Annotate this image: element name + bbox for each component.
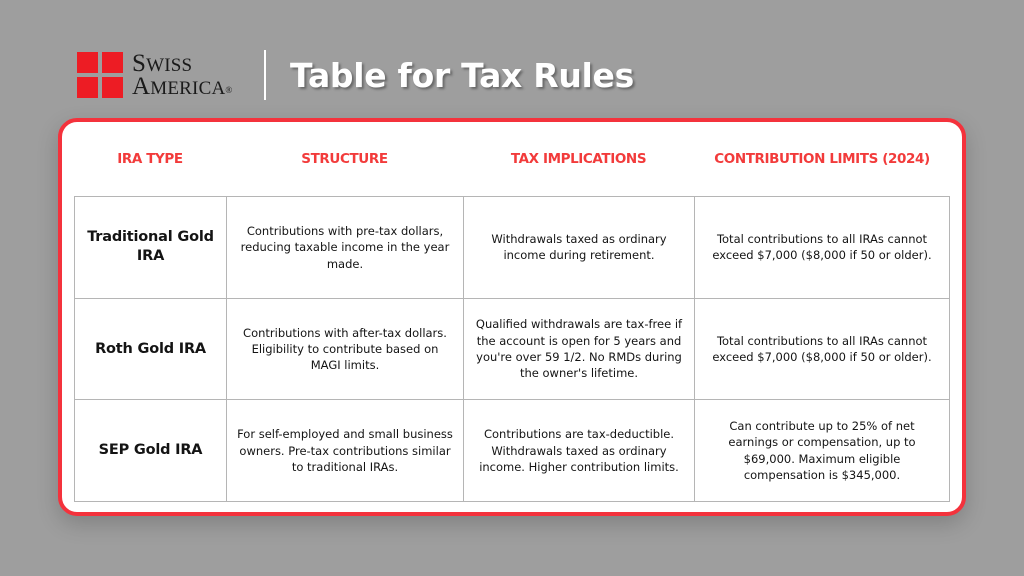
cell-ira-type: Traditional Gold IRA — [75, 197, 227, 298]
column-header-structure: STRUCTURE — [301, 151, 388, 167]
tax-rules-card — [58, 118, 966, 516]
column-header-tax-implications: TAX IMPLICATIONS — [510, 151, 647, 167]
cell-structure: For self-employed and small business owners. Pre-tax contributions similar to traditional IRAs. — [227, 400, 464, 501]
cell-ira-type: Roth Gold IRA — [75, 299, 227, 400]
header-divider — [264, 50, 266, 100]
column-header-contribution-limits: CONTRIBUTION LIMITS (2024) — [714, 151, 930, 167]
cell-contribution-limits: Can contribute up to 25% of net earnings or compensation, up to $69,000. Maximum eligible compensation is $345,000. — [728, 419, 916, 482]
brand-swiss-cap: S — [132, 50, 147, 77]
table-row — [75, 197, 949, 299]
cell-contribution-limits: Total contributions to all IRAs cannot exceed $7,000 ($8,000 if 50 or older). — [712, 232, 932, 263]
cell-contribution-limits: Total contributions to all IRAs cannot exceed $7,000 ($8,000 if 50 or older). — [712, 333, 932, 364]
cell-structure: Contributions with after-tax dollars. Eligibility to contribute based on MAGI limits. — [227, 299, 464, 400]
logo-square-top-left — [77, 52, 98, 73]
cell-tax-implications: Withdrawals taxed as ordinary income during retirement. — [464, 197, 695, 298]
table-row — [75, 400, 949, 501]
table-row — [75, 299, 949, 401]
registered-mark-icon: ® — [225, 85, 233, 95]
logo-square-top-right — [102, 52, 123, 73]
table-body — [74, 196, 950, 502]
brand-america-rest: MERICA — [150, 78, 226, 99]
cell-ira-type: SEP Gold IRA — [75, 400, 227, 501]
tax-rules-table — [62, 122, 962, 512]
swiss-america-logo-icon — [77, 52, 123, 98]
page-header — [0, 0, 1024, 118]
cell-tax-implications: Contributions are tax-deductible. Withdrawals taxed as ordinary income. Higher contribution limits. — [464, 400, 695, 501]
table-header-row — [74, 122, 950, 196]
column-header-ira-type: IRA TYPE — [117, 151, 183, 167]
logo-square-bottom-left — [77, 77, 98, 98]
logo-square-bottom-right — [102, 77, 123, 98]
brand-line-swiss — [132, 52, 232, 75]
brand-line-america — [132, 75, 232, 98]
brand-wordmark — [132, 52, 232, 98]
cell-structure: Contributions with pre-tax dollars, reducing taxable income in the year made. — [227, 197, 464, 298]
brand-lockup — [77, 52, 232, 98]
cell-tax-implications: Qualified withdrawals are tax-free if the account is open for 5 years and you're over 59 1/2. No RMDs during the owner's lifetime. — [464, 299, 695, 400]
brand-swiss-rest: WISS — [146, 55, 193, 76]
brand-america-cap: A — [132, 73, 151, 100]
page-title: Table for Tax Rules — [290, 55, 634, 95]
